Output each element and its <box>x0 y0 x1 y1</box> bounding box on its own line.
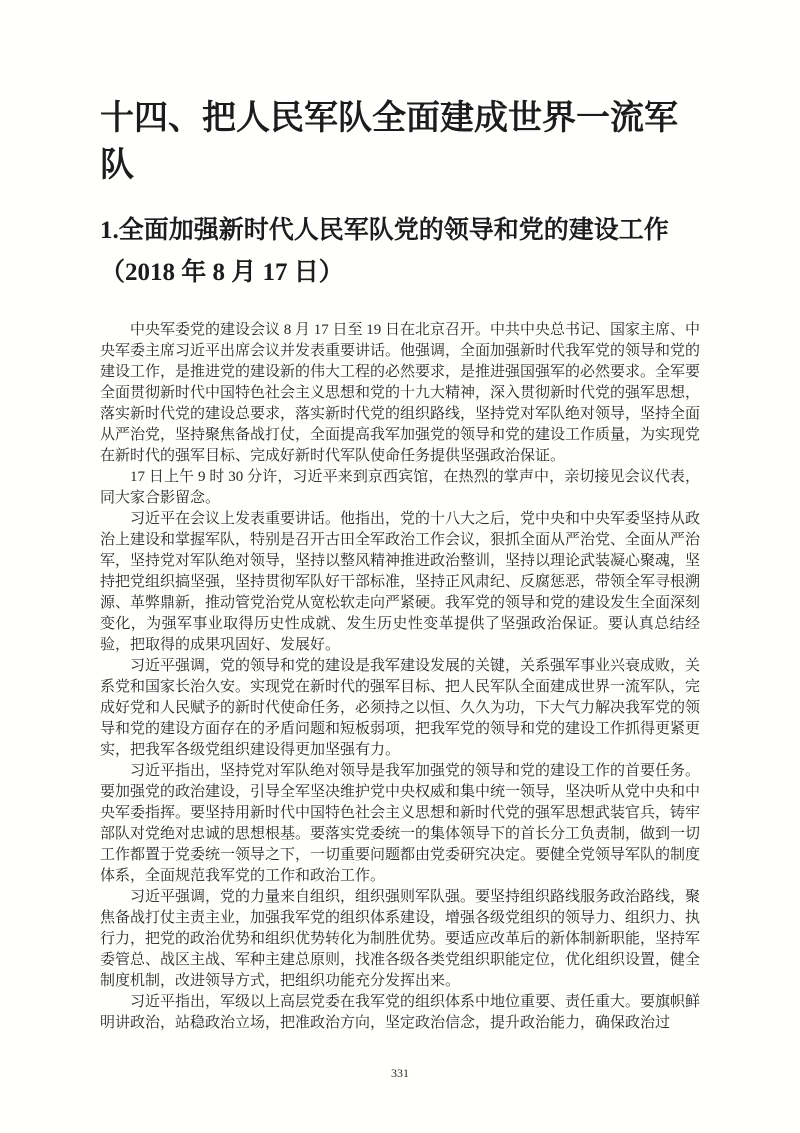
body-paragraph: 中央军委党的建设会议 8 月 17 日至 19 日在北京召开。中共中央总书记、国家主席、中央军委主席习近平出席会议并发表重要讲话。他强调，全面加强新时代我军党的领导和党的建设工作，是推进党的建设新的伟大工程的必然要求，是推进强国强军的必然要求。全军要全面贯彻新时代中国特色社会主义思想和党的十九大精神，深入贯彻新时代党的强军思想，落实新时代党的建设总要求，落实新时代党的组织路线，坚持党对军队绝对领导，坚持全面从严治党，坚持聚焦备战打仗，全面提高我军加强党的领导和党的建设工作质量，为实现党在新时代的强军目标、完成好新时代军队使命任务提供坚强政治保证。 <box>100 321 701 464</box>
section-title: 1.全面加强新时代人民军队党的领导和党的建设工作（2018 年 8 月 17 日） <box>100 216 669 286</box>
body-paragraph: 习近平在会议上发表重要讲话。他指出，党的十八大之后，党中央和中央军委坚持从政治上建设和掌握军队，特别是召开古田全军政治工作会议，狠抓全面从严治党、全面从严治军，坚持党对军队绝对领导，坚持以整风精神推进政治整训，坚持以理论武装凝心聚魂，坚持把党组织搞坚强，坚持贯彻军队好干部标准，坚持正风肃纪、反腐惩恶，带领全军寻根溯源、革弊鼎新，推动管党治党从宽松软走向严紧硬。我军党的领导和党的建设发生全面深刻变化，为强军事业取得历史性成就、发生历史性变革提供了坚强政治保证。要认真总结经验，把取得的成果巩固好、发展好。 <box>100 510 701 653</box>
body-paragraph: 17 日上午 9 时 30 分许，习近平来到京西宾馆，在热烈的掌声中，亲切接见会议代表，同大家合影留念。 <box>100 468 700 506</box>
body-paragraph: 习近平强调，党的领导和党的建设是我军建设发展的关键，关系强军事业兴衰成败，关系党和国家长治久安。实现党在新时代的强军目标、把人民军队全面建成世界一流军队，完成好党和人民赋予的新时代使命任务，必须持之以恒、久久为功，下大气力解决我军党的领导和党的建设方面存在的矛盾问题和短板弱项，把我军党的领导和党的建设工作抓得更紧更实，把我军各级党组织建设得更加坚强有力。 <box>100 657 701 758</box>
chapter-title: 十四、把人民军队全面建成世界一流军队 <box>100 100 678 184</box>
page-number: 331 <box>391 1066 409 1080</box>
body-paragraph: 习近平指出，军级以上高层党委在我军党的组织体系中地位重要、责任重大。要旗帜鲜明讲政治，站稳政治立场，把准政治方向，坚定政治信念，提升政治能力，确保政治过 <box>100 993 701 1031</box>
body-text <box>100 320 700 1034</box>
body-paragraph: 习近平强调，党的力量来自组织，组织强则军队强。要坚持组织路线服务政治路线，聚焦备战打仗主责主业，加强我军党的组织体系建设，增强各级党组织的领导力、组织力、执行力，把党的政治优势和组织优势转化为制胜优势。要适应改革后的新体制新职能，坚持军委管总、战区主战、军种主建总原则，找准各级各类党组织职能定位，优化组织设置，健全制度机制，改进领导方式，把组织功能充分发挥出来。 <box>100 888 701 989</box>
body-paragraph: 习近平指出，坚持党对军队绝对领导是我军加强党的领导和党的建设工作的首要任务。要加强党的政治建设，引导全军坚决维护党中央权威和集中统一领导，坚决听从党中央和中央军委指挥。要坚持用新时代中国特色社会主义思想和新时代党的强军思想武装官兵，铸牢部队对党绝对忠诚的思想根基。要落实党委统一的集体领导下的首长分工负责制，做到一切工作都置于党委统一领导之下，一切重要问题都由党委研究决定。要健全党领导军队的制度体系，全面规范我军党的工作和政治工作。 <box>100 762 701 884</box>
